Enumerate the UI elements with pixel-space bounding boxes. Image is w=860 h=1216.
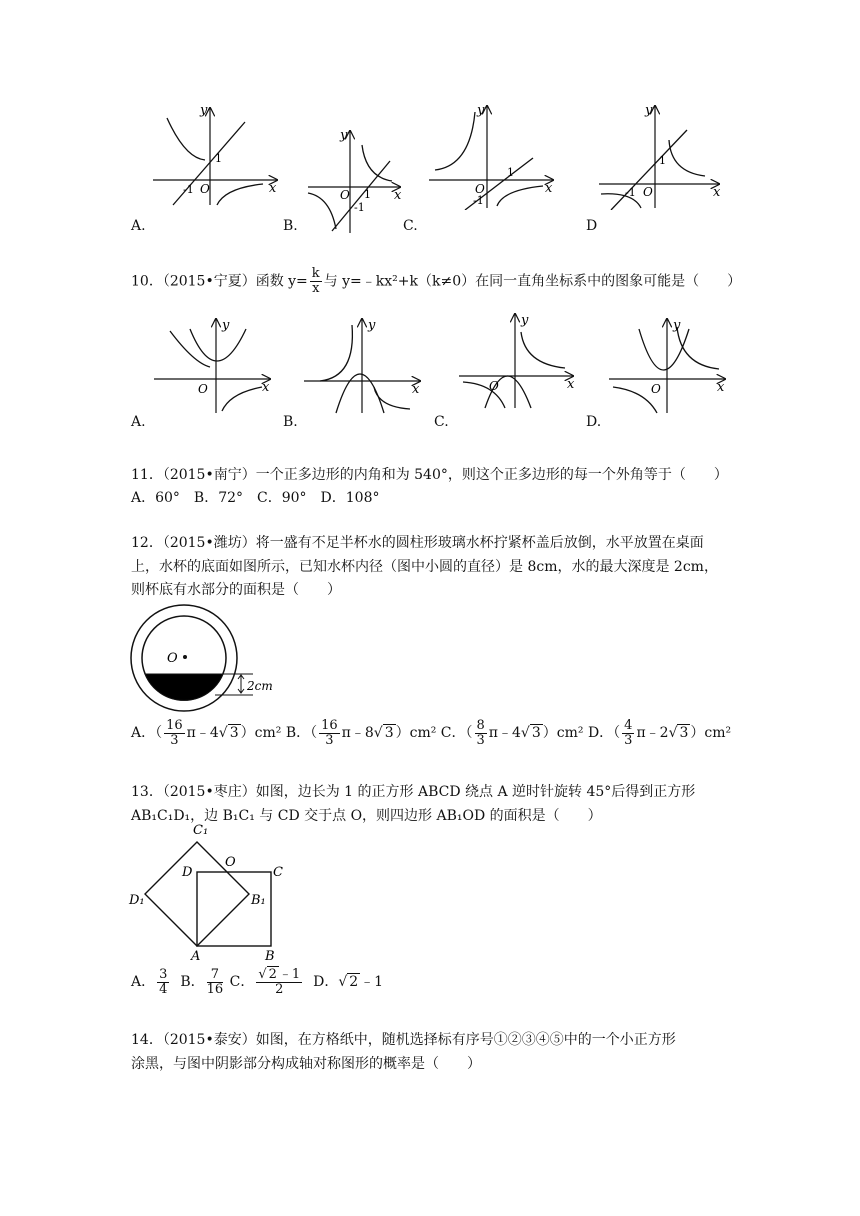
svg-text:O: O <box>167 651 178 666</box>
svg-text:D₁: D₁ <box>129 893 145 908</box>
q13-square-figure <box>125 820 295 965</box>
svg-text:O: O <box>225 855 236 870</box>
svg-text:O: O <box>340 188 350 202</box>
svg-text:y: y <box>340 128 348 143</box>
svg-text:2cm: 2cm <box>247 679 273 693</box>
q14-stem-line1: 14．（2015•泰安）如图，在方格纸中，随机选择标有序号①②③④⑤中的一个小正方形 <box>131 1032 676 1048</box>
q10-stem <box>131 267 741 296</box>
q10-fraction: $\frac{k}{x}$ <box>311 266 320 296</box>
svg-text:O: O <box>200 182 210 196</box>
q9-graph-a <box>145 100 295 210</box>
svg-text:B: B <box>265 949 275 964</box>
svg-text:C₁: C₁ <box>193 823 209 838</box>
svg-text:x: x <box>567 377 575 392</box>
svg-text:A: A <box>191 949 201 964</box>
q13-options <box>131 967 383 997</box>
q9-graph-b <box>300 125 410 235</box>
svg-text:B₁: B₁ <box>251 893 266 908</box>
q9-option-c: C. <box>403 218 418 234</box>
svg-text:y: y <box>368 318 376 333</box>
q10-option-d: D. <box>586 414 602 430</box>
q13-option-c: C． $\frac{√ 2 ﹣1}{2}$ <box>229 966 301 997</box>
svg-text:1: 1 <box>215 152 222 165</box>
svg-text:y: y <box>477 103 485 118</box>
q9-option-a: A. <box>131 218 146 234</box>
q13-option-a: A． $\frac{3}{4}$ <box>131 966 168 997</box>
q14-stem-line2: 涂黑，与图中阴影部分构成轴对称图形的概率是（ ） <box>131 1056 481 1072</box>
q10-graph-b <box>300 315 430 415</box>
q12-option-d: D．（ $\frac{4}{3}$ π﹣2√ 3 ）cm² <box>587 717 732 748</box>
q13-option-d: D．√ 2 ﹣1 <box>313 974 384 990</box>
q10-option-a: A. <box>131 414 146 430</box>
svg-text:-1: -1 <box>183 183 194 196</box>
svg-text:y: y <box>673 318 681 333</box>
svg-text:y: y <box>200 103 208 118</box>
svg-text:1: 1 <box>364 188 371 201</box>
q12-stem-line2: 上，水杯的底面如图所示，已知水杯内径（图中小圆的直径）是 8cm，水的最大深度是 2cm， <box>131 559 718 575</box>
svg-text:-1: -1 <box>625 186 636 199</box>
q12-option-c: C．（ $\frac{8}{3}$ π﹣4√ 3 ）cm² <box>440 717 584 748</box>
q10-graph-a <box>150 315 280 415</box>
q11-options: A．60° B．72° C．90° D．108° <box>131 490 380 506</box>
q10-graph-c <box>455 310 585 410</box>
q10-graph-d <box>605 315 735 415</box>
svg-text:x: x <box>545 181 553 196</box>
q12-stem-line1: 12．（2015•潍坊）将一盛有不足半杯水的圆柱形玻璃水杯拧紧杯盖后放倒，水平放置在桌面 <box>131 535 704 551</box>
svg-text:y: y <box>521 313 529 328</box>
svg-text:x: x <box>269 181 277 196</box>
q11-stem: 11．（2015•南宁）一个正多边形的内角和为 540°，则这个正多边形的每一个外角等于（ ） <box>131 467 728 483</box>
q12-cup-figure <box>125 600 305 720</box>
svg-text:1: 1 <box>659 154 666 167</box>
q9-option-d: D <box>586 218 598 234</box>
q13-stem-line1: 13．（2015•枣庄）如图，边长为 1 的正方形 ABCD 绕点 A 逆时针旋转 45°后得到正方形 <box>131 784 696 800</box>
svg-text:O: O <box>489 379 499 393</box>
svg-text:1: 1 <box>507 166 514 179</box>
svg-text:O: O <box>198 382 208 396</box>
q12-option-b: B．（ $\frac{16}{3}$ π﹣8√ 3 ）cm² <box>285 717 437 748</box>
svg-text:D: D <box>182 865 193 880</box>
q10-stem-post: 与 y=﹣kx²+k（k≠0）在同一直角坐标系中的图象可能是（ ） <box>323 273 742 290</box>
q9-option-b: B. <box>283 218 298 234</box>
svg-text:O: O <box>651 382 661 396</box>
svg-text:O: O <box>643 185 653 199</box>
svg-text:x: x <box>713 185 721 200</box>
q12-option-a: A．（ $\frac{16}{3}$ π﹣4√ 3 ）cm² <box>131 717 282 748</box>
svg-text:x: x <box>412 382 420 397</box>
svg-text:-1: -1 <box>354 201 365 214</box>
q10-stem-pre: 10．（2015•宁夏）函数 y= <box>131 273 308 290</box>
q10-option-c: C. <box>434 414 449 430</box>
svg-text:x: x <box>262 380 270 395</box>
q12-options <box>131 718 731 748</box>
svg-text:x: x <box>394 188 402 203</box>
q13-stem-line2: AB₁C₁D₁，边 B₁C₁ 与 CD 交于点 O，则四边形 AB₁OD 的面积是（ ） <box>131 808 602 824</box>
q9-graph-d <box>595 100 735 210</box>
svg-text:O: O <box>475 182 485 196</box>
svg-text:y: y <box>645 103 653 118</box>
svg-text:x: x <box>717 380 725 395</box>
q12-stem-line3: 则杯底有水部分的面积是（ ） <box>131 582 341 598</box>
q10-option-b: B. <box>283 414 298 430</box>
svg-text:y: y <box>222 318 230 333</box>
q9-graph-c <box>425 100 565 210</box>
svg-text:C: C <box>273 865 283 880</box>
q13-option-b: B． $\frac{7}{16}$ <box>180 966 224 997</box>
svg-text:-1: -1 <box>473 194 484 207</box>
